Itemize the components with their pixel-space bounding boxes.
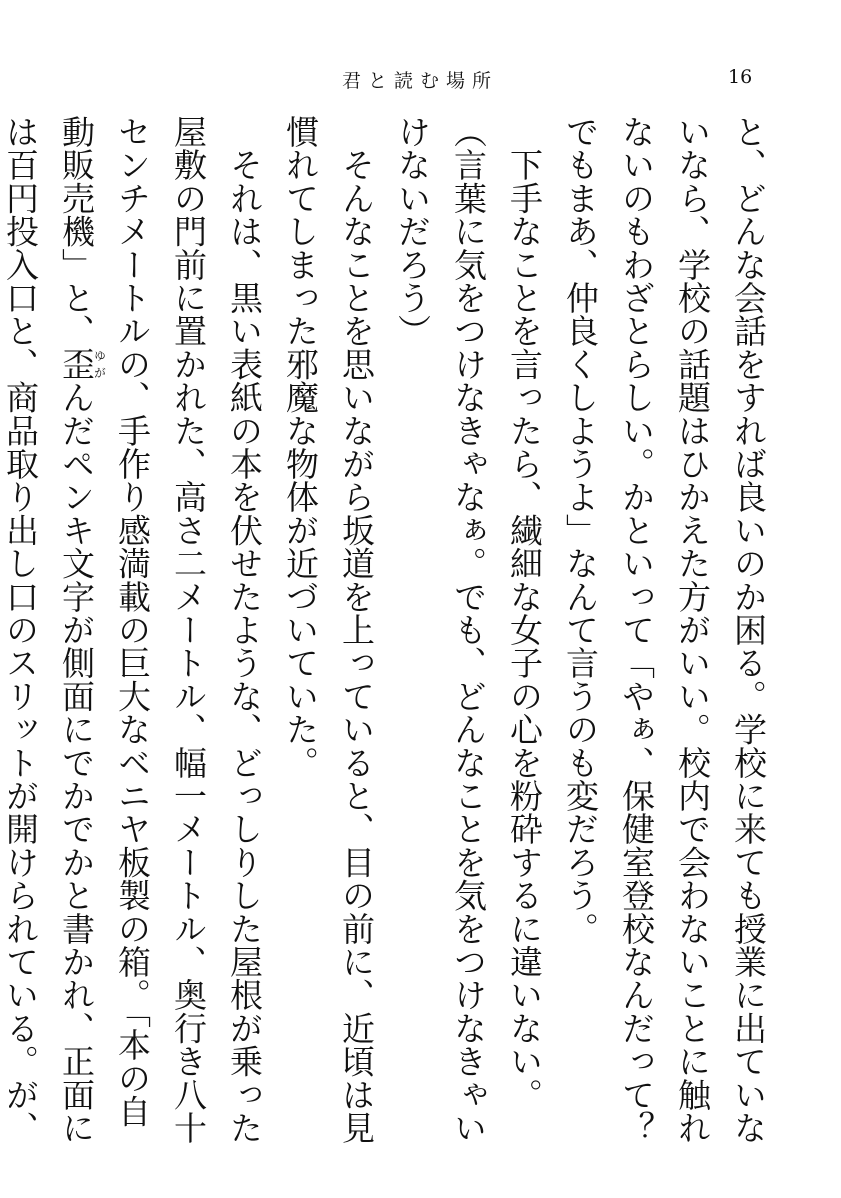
paragraph-2: 下手なことを言ったら、繊細な女子の心を粉砕するに違いない。 [505,115,544,1111]
paragraph-5 [0,115,272,1155]
ruby-yuga [57,347,107,381]
body-text [1,115,776,1178]
paragraph-3: （言葉に気をつけなきゃなぁ。でも、どんなことを気をつけなきゃいけないだろう） [393,115,488,1145]
running-header-title: 君と読む場所 [341,70,498,92]
paragraph-5-text: それは、黒い表紙の本を伏せたような、どっしりした屋根が乗った屋敷の門前に置かれた、高さ二メートル、幅一メートル、奥行き八十センチメートルの、手作り感満載の巨大なベニヤ板製の箱。「本の自動販売機」と、 [57,115,264,1145]
paragraph-5-text-cont: んだペンキ文字が側面にでかでかと書かれ、正面には百円投入口と、商品取り出し口のスリットが開けられている。が、 [1,115,96,1145]
ruby-yuga-base: 歪 [57,347,96,381]
ruby-yuga-reading: ゆが [92,347,107,381]
paragraph-4: そんなことを思いながら坂道を上っていると、目の前に、近頃は見慣れてしまった邪魔な物体が近づいていた。 [281,115,376,1145]
page-number: 16 [728,66,753,88]
paragraph-1: と、どんな会話をすれば良いのか困る。学校に来ても授業に出ていないなら、学校の話題はひかえた方がいい。校内で会わないことに触れないのもわざとらしい。かといって「やぁ、保健室登校なんだって？ でもまあ、仲良くしようよ」なんて言うのも変だろう。 [561,115,768,1178]
